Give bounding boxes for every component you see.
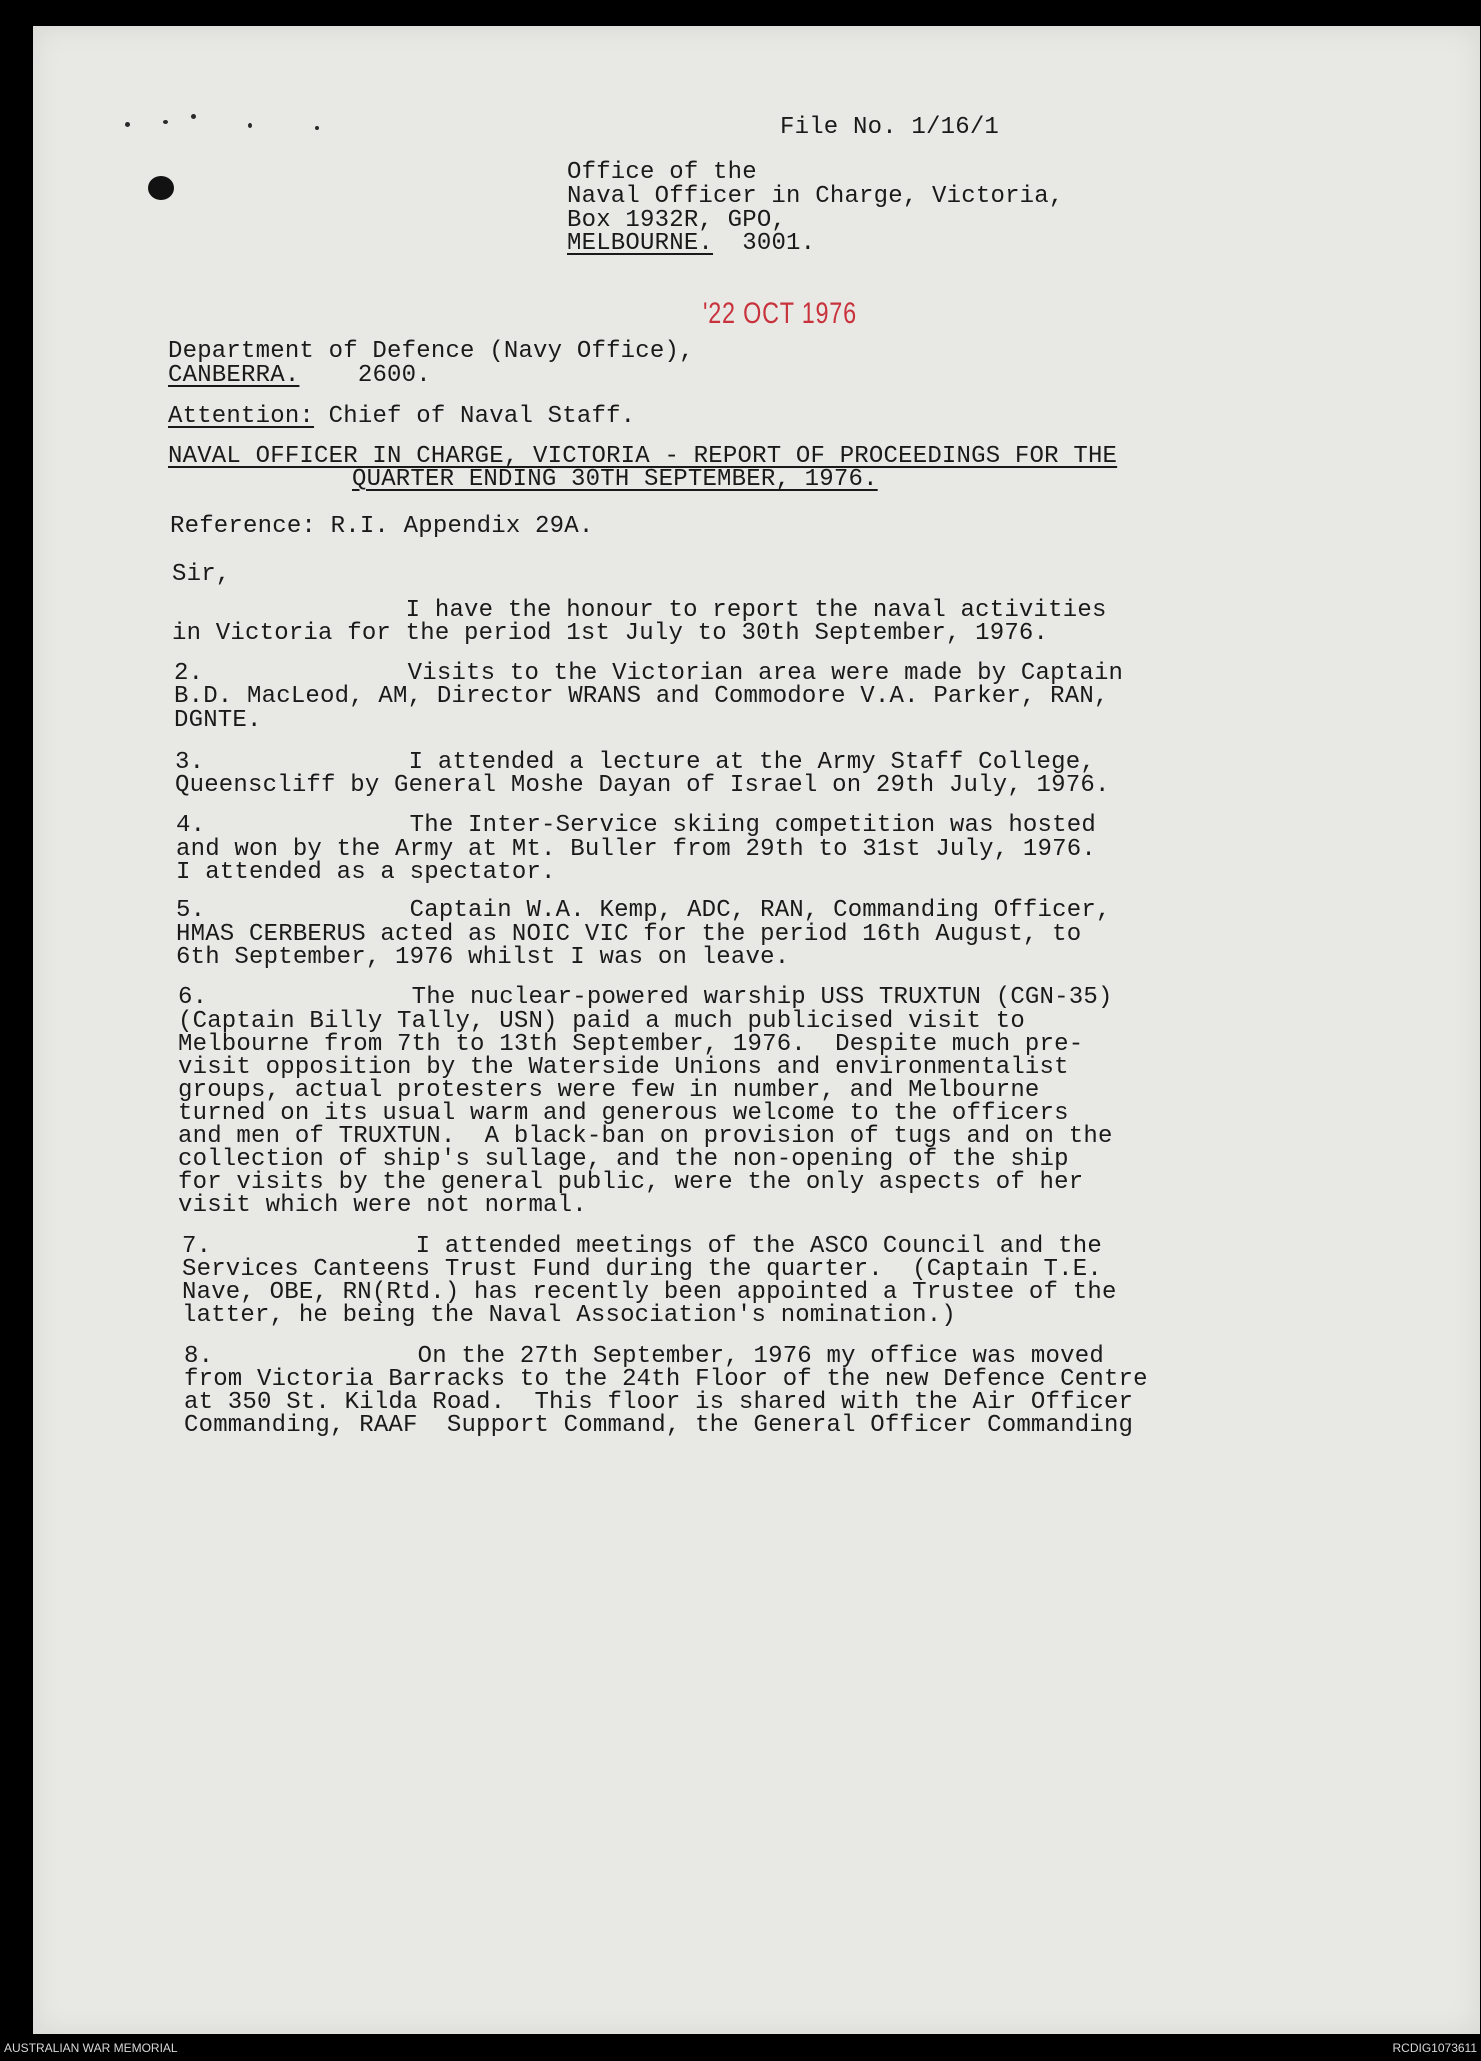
recipient-city-line [168, 361, 431, 391]
footer-source: AUSTRALIAN WAR MEMORIAL [4, 2041, 178, 2055]
paragraph-5-line-1: 5. Captain W.A. Kemp, ADC, RAN, Commanding Officer, [176, 897, 1111, 924]
sender-line-3: Box 1932R, GPO, [567, 207, 787, 234]
paragraph-7-line-2: Services Canteens Trust Fund during the quarter. (Captain T.E. [182, 1256, 1102, 1283]
paragraph-8-line-2: from Victoria Barracks to the 24th Floor of the new Defence Centre [184, 1366, 1148, 1393]
recipient-postcode: 2600. [357, 362, 431, 389]
paragraph-3-line-2: Queenscliff by General Moshe Dayan of Israel on 29th July, 1976. [175, 772, 1110, 799]
paragraph-5-line-2: HMAS CERBERUS acted as NOIC VIC for the period 16th August, to [176, 921, 1082, 948]
subject-line-2: QUARTER ENDING 30TH SEPTEMBER, 1976. [352, 466, 878, 493]
paragraph-6-line-7: and men of TRUXTUN. A black-ban on provision of tugs and on the [178, 1123, 1113, 1150]
sender-line-1: Office of the [567, 159, 757, 186]
recipient-city: CANBERRA. [168, 362, 300, 389]
paragraph-6-line-2: (Captain Billy Tally, USN) paid a much publicised visit to [178, 1008, 1025, 1035]
punch-hole [148, 176, 174, 200]
sender-line-2: Naval Officer in Charge, Victoria, [567, 183, 1064, 210]
paragraph-6-line-10: visit which were not normal. [178, 1192, 587, 1219]
paragraph-8-line-3: at 350 St. Kilda Road. This floor is shared with the Air Officer [184, 1389, 1134, 1416]
paragraph-6-line-3: Melbourne from 7th to 13th September, 1976. Despite much pre- [178, 1031, 1084, 1058]
paper-speck [125, 122, 130, 127]
paragraph-1-line-1: I have the honour to report the naval activities [172, 597, 1107, 624]
paragraph-6-line-5: groups, actual protesters were few in number, and Melbourne [178, 1077, 1040, 1104]
paragraph-7-line-1: 7. I attended meetings of the ASCO Council and the [182, 1233, 1102, 1260]
date-stamp: '22 OCT 1976 [703, 297, 857, 330]
paragraph-2-line-1: 2. Visits to the Victorian area were made by Captain [174, 660, 1124, 687]
paragraph-2-line-3: DGNTE. [174, 707, 262, 734]
paragraph-1-line-2: in Victoria for the period 1st July to 30th September, 1976. [172, 620, 1049, 647]
paper-speck [191, 114, 196, 119]
paragraph-8-line-4: Commanding, RAAF Support Command, the General Officer Commanding [184, 1412, 1134, 1439]
paragraph-6-line-6: turned on its usual warm and generous welcome to the officers [178, 1100, 1069, 1127]
attention-line [168, 402, 635, 432]
sender-city-line [567, 229, 815, 259]
paragraph-6-line-1: 6. The nuclear-powered warship USS TRUXTUN (CGN-35) [178, 984, 1113, 1011]
paragraph-6-line-8: collection of ship's sullage, and the non-opening of the ship [178, 1146, 1069, 1173]
sender-postcode: 3001. [742, 230, 816, 257]
paragraph-2-line-2: B.D. MacLeod, AM, Director WRANS and Commodore V.A. Parker, RAN, [174, 683, 1109, 710]
paragraph-7-line-3: Nave, OBE, RN(Rtd.) has recently been appointed a Trustee of the [182, 1279, 1117, 1306]
paragraph-6-line-4: visit opposition by the Waterside Unions and environmentalist [178, 1054, 1069, 1081]
paper-speck [315, 126, 319, 130]
paper-speck [163, 120, 168, 124]
attention-value: Chief of Naval Staff. [328, 403, 636, 430]
paragraph-4-line-1: 4. The Inter-Service skiing competition was hosted [176, 812, 1096, 839]
footer-id: RCDIG1073611 [1392, 2041, 1477, 2055]
reference-line: Reference: R.I. Appendix 29A. [170, 513, 594, 540]
attention-label: Attention: [168, 403, 315, 430]
paragraph-8-line-1: 8. On the 27th September, 1976 my office was moved [184, 1343, 1104, 1370]
paper-speck [248, 123, 252, 128]
paragraph-5-line-3: 6th September, 1976 whilst I was on leave. [176, 944, 790, 971]
paragraph-3-line-1: 3. I attended a lecture at the Army Staff College, [175, 749, 1095, 776]
sender-city: MELBOURNE. [567, 230, 714, 257]
paragraph-4-line-3: I attended as a spectator. [176, 859, 556, 886]
recipient-line-1: Department of Defence (Navy Office), [168, 338, 694, 365]
subject-line-1: NAVAL OFFICER IN CHARGE, VICTORIA - REPORT OF PROCEEDINGS FOR THE [168, 443, 1118, 470]
paragraph-4-line-2: and won by the Army at Mt. Buller from 29th to 31st July, 1976. [176, 836, 1096, 863]
salutation: Sir, [172, 561, 231, 588]
paragraph-7-line-4: latter, he being the Naval Association's nomination.) [182, 1302, 956, 1329]
paragraph-6-line-9: for visits by the general public, were the only aspects of her [178, 1169, 1084, 1196]
file-number: File No. 1/16/1 [780, 114, 1000, 141]
